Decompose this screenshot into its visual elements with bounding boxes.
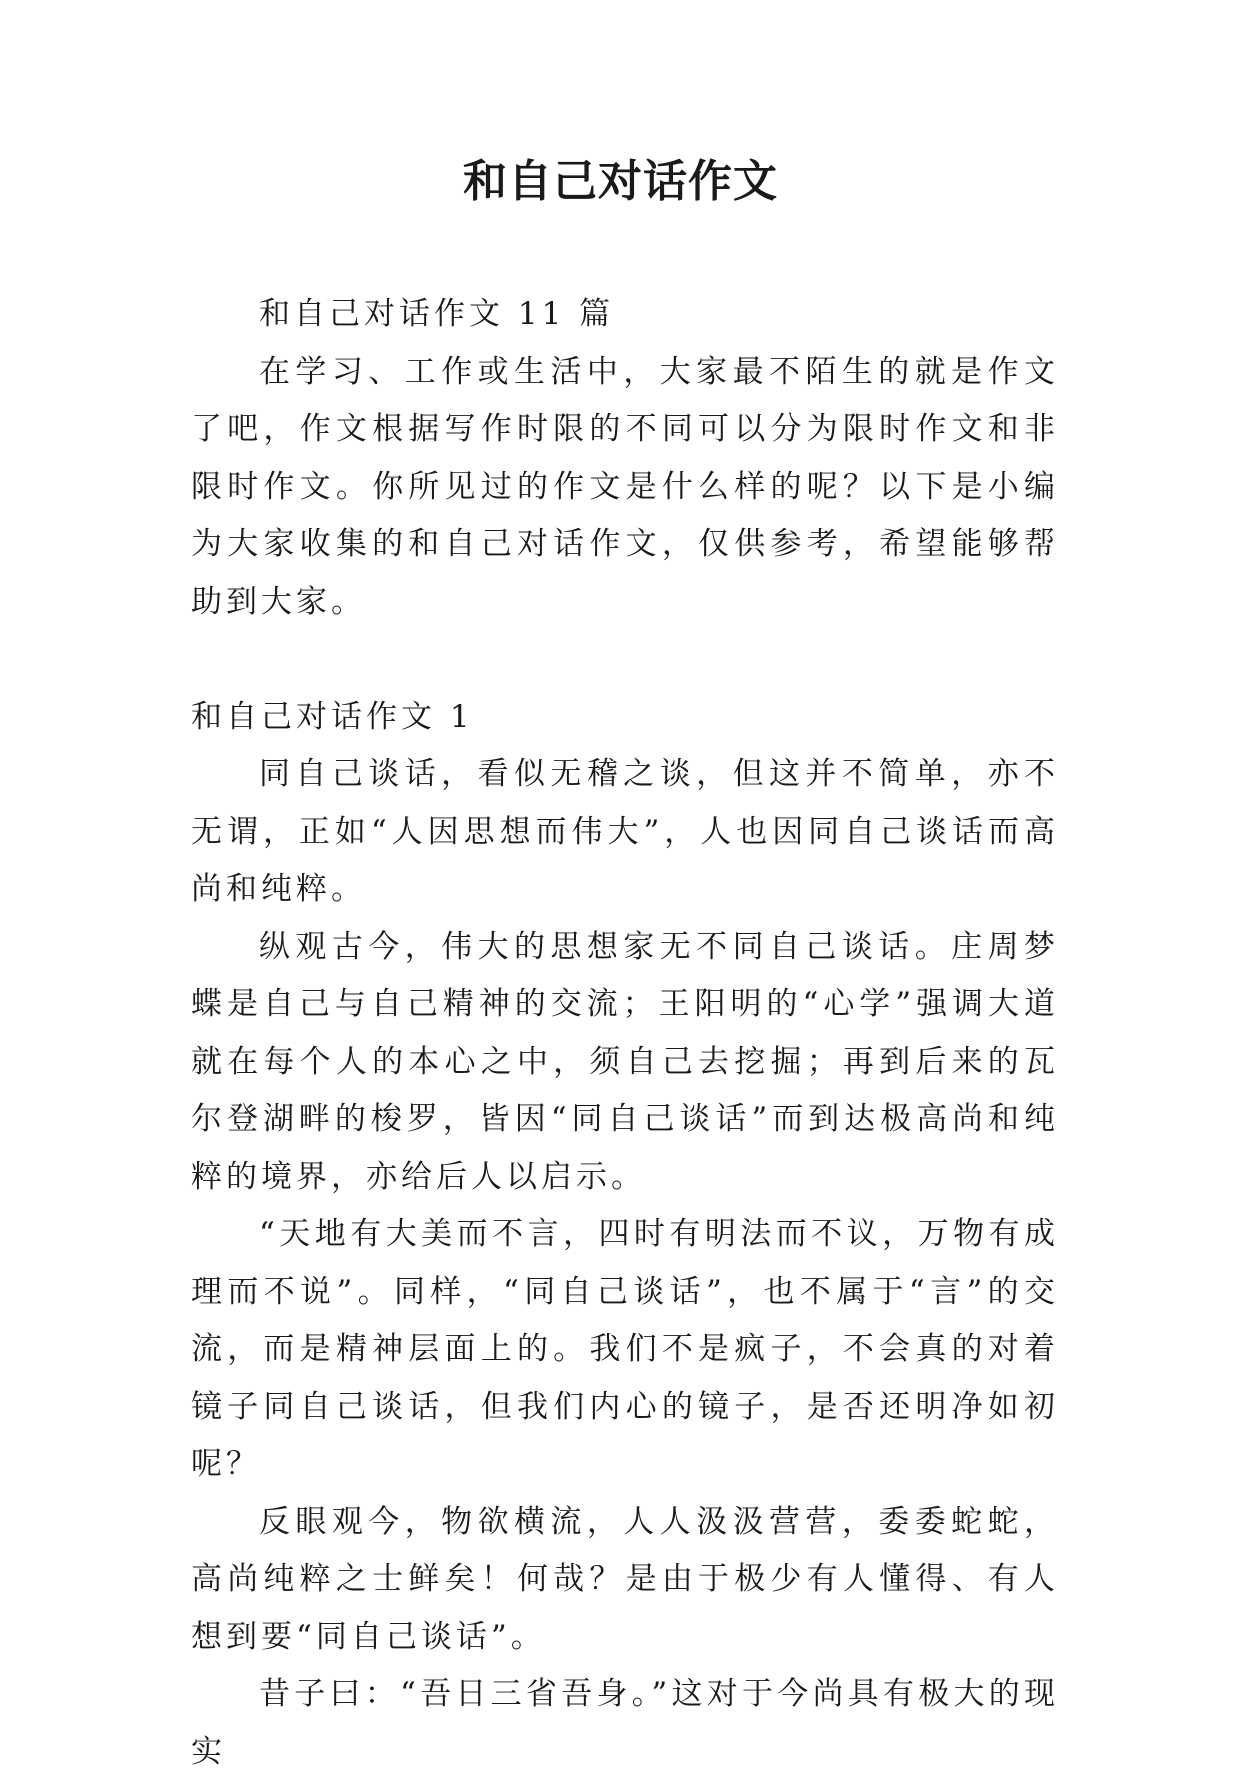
paragraph: 反眼观今，物欲横流，人人汲汲营营，委委蛇蛇，高尚纯粹之士鲜矣！何哉？是由于极少有人懂得、有人想到要“同自己谈话”。 [191,1503,1059,1655]
document-body [191,286,1059,1781]
intro-heading: 和自己对话作文 11 篇 [259,296,615,332]
paragraph: 同自己谈话，看似无稽之谈，但这并不简单，亦不无谓，正如“人因思想而伟大”，人也因同自己谈话而高尚和纯粹。 [191,756,1059,907]
section-spacer [191,631,1059,689]
document-title: 和自己对话作文 [463,156,778,207]
intro-paragraph: 在学习、工作或生活中，大家最不陌生的就是作文了吧，作文根据写作时限的不同可以分为限时作文和非限时作文。你所见过的作文是什么样的呢？以下是小编为大家收集的和自己对话作文，仅供参考，希望能够帮助到大家。 [191,353,1059,620]
section-heading: 和自己对话作文 1 [191,698,474,735]
paragraph: “天地有大美而不言，四时有明法而不议，万物有成理而不说”。同样，“同自己谈话”，也不属于“言”的交流，而是精神层面上的。我们不是疯子，不会真的对着镜子同自己谈话，但我们内心的镜子，是否还明净如初呢？ [191,1216,1059,1482]
paragraph: 纵观古今，伟大的思想家无不同自己谈话。庄周梦蝶是自己与自己精神的交流；王阳明的“心学”强调大道就在每个人的本心之中，须自己去挖掘；再到后来的瓦尔登湖畔的梭罗，皆因“同自己谈话”而到达极高尚和纯粹的境界，亦给后人以启示。 [191,928,1059,1195]
paragraph: 昔子曰：“吾日三省吾身。”这对于今尚具有极大的现实 [191,1676,1059,1770]
